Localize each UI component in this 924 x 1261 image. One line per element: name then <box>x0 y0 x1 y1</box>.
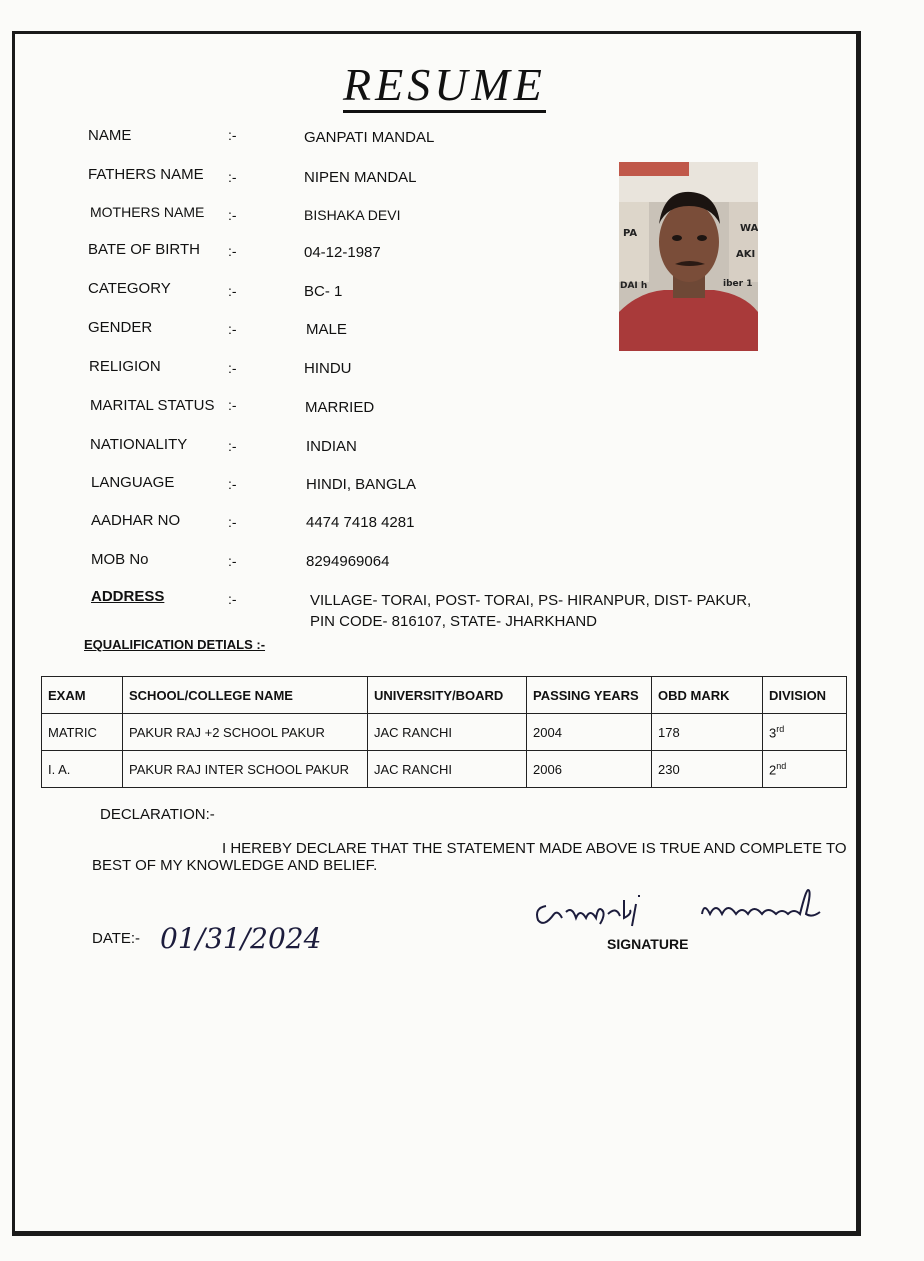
detail-value: HINDI, BANGLA <box>306 476 417 493</box>
detail-value: GANPATI MANDAL <box>304 129 435 146</box>
passport-photo <box>619 162 758 351</box>
detail-separator: :- <box>228 397 237 413</box>
detail-row <box>0 397 924 419</box>
cell-board: JAC RANCHI <box>368 714 527 751</box>
detail-value: MARRIED <box>305 399 375 416</box>
date-label: DATE:- <box>92 930 141 947</box>
detail-label: FATHERS NAME <box>88 166 204 183</box>
column-header: DIVISION <box>763 677 847 714</box>
cell-mark: 178 <box>652 714 763 751</box>
detail-value: MALE <box>306 321 347 338</box>
detail-row <box>0 241 924 263</box>
detail-value: BISHAKA DEVI <box>304 207 401 223</box>
photo-bg-text: PA <box>623 228 638 239</box>
cell-school: PAKUR RAJ INTER SCHOOL PAKUR <box>123 751 368 788</box>
detail-label: AADHAR NO <box>91 512 181 529</box>
cell-year: 2004 <box>527 714 652 751</box>
address-label: ADDRESS <box>91 588 165 605</box>
detail-label: RELIGION <box>89 358 161 375</box>
detail-separator: :- <box>228 514 237 530</box>
cell-year: 2006 <box>527 751 652 788</box>
detail-value: HINDU <box>304 360 352 377</box>
detail-separator: :- <box>228 243 237 259</box>
cell-exam: MATRIC <box>42 714 123 751</box>
detail-row <box>0 166 924 188</box>
photo-bg-text: WA <box>740 223 758 234</box>
detail-value: 8294969064 <box>306 553 390 570</box>
detail-separator: :- <box>228 169 237 185</box>
photo-bg-text: DAI h <box>620 281 648 291</box>
detail-row <box>0 436 924 458</box>
detail-label: BATE OF BIRTH <box>88 241 200 258</box>
detail-row <box>0 512 924 534</box>
column-header: EXAM <box>42 677 123 714</box>
detail-row <box>0 474 924 496</box>
division-number: 3 <box>769 725 777 741</box>
detail-row <box>0 358 924 380</box>
detail-label: NATIONALITY <box>90 436 188 453</box>
detail-label: MOB No <box>91 551 149 568</box>
cell-school: PAKUR RAJ +2 SCHOOL PAKUR <box>123 714 368 751</box>
detail-row <box>0 551 924 573</box>
declaration-text-line-2: BEST OF MY KNOWLEDGE AND BELIEF. <box>92 857 378 874</box>
detail-row <box>0 280 924 302</box>
cell-mark: 230 <box>652 751 763 788</box>
table-row <box>42 714 847 751</box>
detail-value: BC- 1 <box>304 283 343 300</box>
detail-value: INDIAN <box>306 438 357 455</box>
address-row <box>0 588 924 632</box>
division-number: 2 <box>769 762 777 778</box>
detail-label: MOTHERS NAME <box>90 204 205 220</box>
detail-label: LANGUAGE <box>91 474 175 491</box>
table-row <box>42 751 847 788</box>
detail-separator: :- <box>228 591 237 607</box>
cell-division <box>763 714 847 751</box>
detail-separator: :- <box>228 321 237 337</box>
detail-value: 04-12-1987 <box>304 244 381 261</box>
person-photo-icon <box>619 162 758 351</box>
signature-image <box>532 884 824 934</box>
detail-value: NIPEN MANDAL <box>304 169 417 186</box>
address-value <box>310 590 751 632</box>
column-header: UNIVERSITY/BOARD <box>368 677 527 714</box>
table-header-row <box>42 677 847 714</box>
signature-label: SIGNATURE <box>607 936 689 952</box>
detail-separator: :- <box>228 476 237 492</box>
detail-separator: :- <box>228 360 237 376</box>
detail-row <box>0 127 924 149</box>
detail-label: NAME <box>88 127 132 144</box>
address-line-1: VILLAGE- TORAI, POST- TORAI, PS- HIRANPUR, DIST- PAKUR, <box>310 592 752 609</box>
cell-exam: I. A. <box>42 751 123 788</box>
detail-row <box>0 319 924 341</box>
division-suffix: rd <box>776 723 785 734</box>
declaration-heading: DECLARATION:- <box>100 806 215 823</box>
detail-value: 4474 7418 4281 <box>306 514 415 531</box>
detail-label: MARITAL STATUS <box>90 397 215 414</box>
detail-label: GENDER <box>88 319 153 336</box>
photo-bg-text: iber 1 <box>723 279 753 289</box>
cell-division <box>763 751 847 788</box>
address-line-2: PIN CODE- 816107, STATE- JHARKHAND <box>310 613 598 630</box>
detail-separator: :- <box>228 127 237 143</box>
detail-separator: :- <box>228 283 237 299</box>
detail-separator: :- <box>228 438 237 454</box>
qualification-table <box>41 676 847 788</box>
detail-separator: :- <box>228 553 237 569</box>
column-header: SCHOOL/COLLEGE NAME <box>123 677 368 714</box>
photo-bg-text: AKI <box>736 249 756 260</box>
detail-row <box>0 204 924 226</box>
cell-board: JAC RANCHI <box>368 751 527 788</box>
declaration-text-line-1: I HEREBY DECLARE THAT THE STATEMENT MADE ABOVE IS TRUE AND COMPLETE TO <box>222 840 847 857</box>
page-title: RESUME <box>343 62 546 113</box>
date-value: 01/31/2024 <box>160 922 322 955</box>
detail-label: CATEGORY <box>88 280 171 297</box>
division-suffix: nd <box>776 760 787 771</box>
column-header: OBD MARK <box>652 677 763 714</box>
column-header: PASSING YEARS <box>527 677 652 714</box>
qualification-heading: EQUALIFICATION DETIALS :- <box>84 637 266 652</box>
detail-separator: :- <box>228 207 237 223</box>
